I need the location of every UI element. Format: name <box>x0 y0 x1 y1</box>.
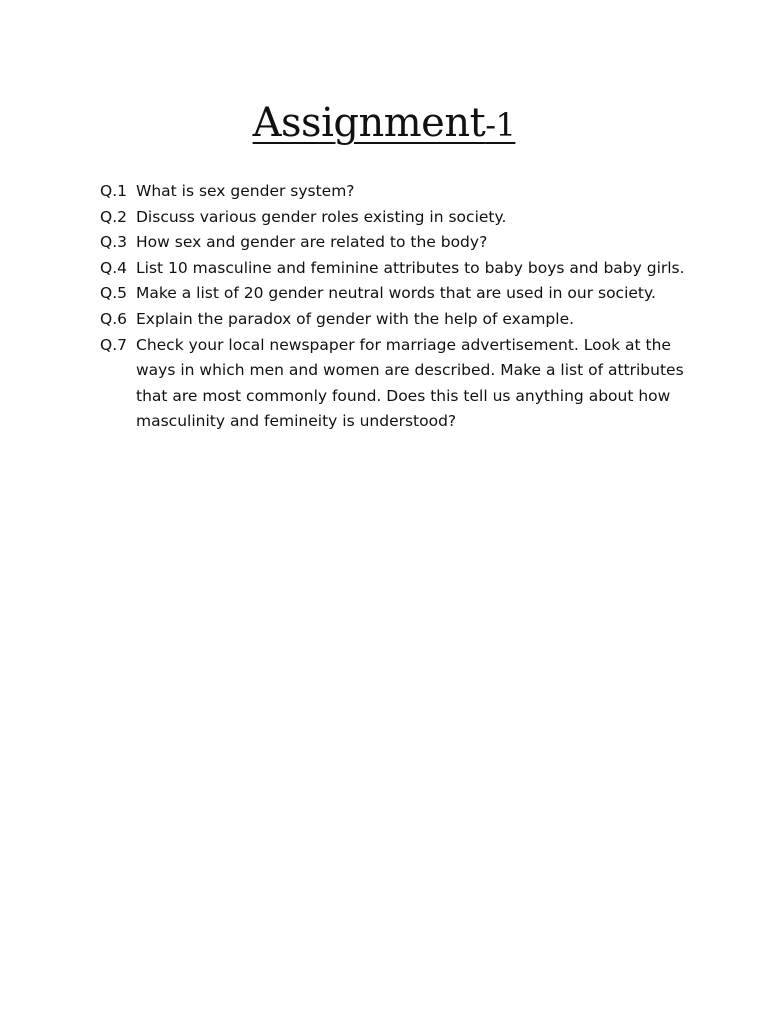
question-number: Q.3 <box>100 233 127 252</box>
question-text: Discuss various gender roles existing in society. <box>136 207 507 226</box>
question-item <box>100 230 700 256</box>
question-text: What is sex gender system? <box>136 182 355 200</box>
question-item <box>100 256 700 282</box>
question-text: List 10 masculine and feminine attributes to baby boys and baby girls. <box>136 258 685 277</box>
question-list <box>100 179 700 435</box>
question-number: Q.7 <box>100 335 127 354</box>
title-suffix: -1 <box>485 106 516 144</box>
question-text: How sex and gender are related to the body? <box>136 233 488 252</box>
question-item <box>100 205 700 231</box>
question-text: Make a list of 20 gender neutral words that are used in our society. <box>136 284 656 303</box>
question-item <box>100 333 700 435</box>
page-title <box>0 98 768 150</box>
question-number: Q.5 <box>100 284 127 303</box>
question-number: Q.2 <box>100 207 127 226</box>
question-text: Check your local newspaper for marriage advertisement. Look at the ways in which men and women are described. Make a list of attributes that are most commonly found. Does this tell us anything about how masculinity and femineity is understood? <box>136 335 684 431</box>
question-item <box>100 307 700 333</box>
question-number: Q.4 <box>100 258 127 277</box>
question-number: Q.6 <box>100 309 127 328</box>
question-item <box>100 179 700 205</box>
title-main: Assignment <box>252 100 486 146</box>
question-text: Explain the paradox of gender with the help of example. <box>136 309 575 328</box>
question-item <box>100 281 700 307</box>
question-number: Q.1 <box>100 182 127 200</box>
